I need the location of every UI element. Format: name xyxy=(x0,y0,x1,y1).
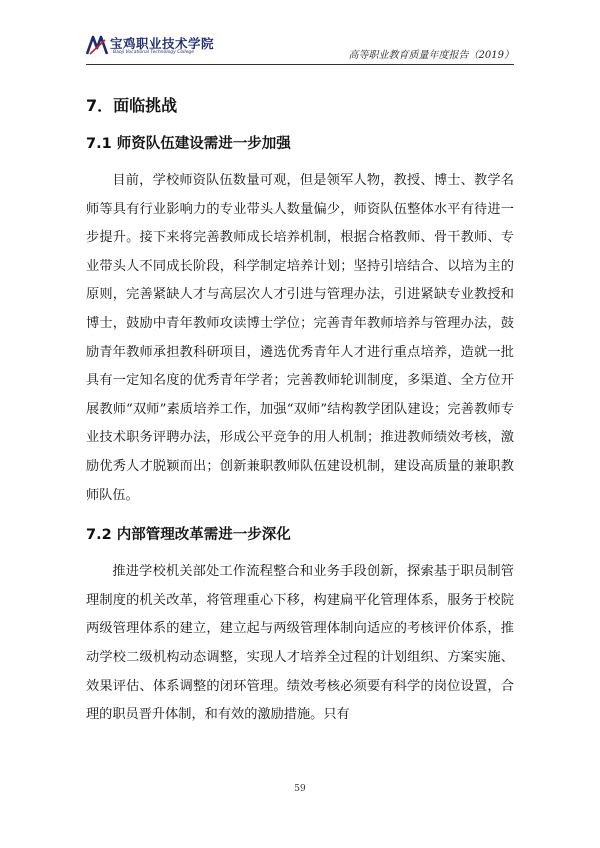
logo-college-name: 宝鸡职业技术学院 xyxy=(110,36,215,51)
logo-college-english: Baoji Vocational Technology College xyxy=(113,50,195,55)
college-logo xyxy=(86,32,236,62)
college-emblem-icon xyxy=(86,34,110,56)
page-header xyxy=(86,30,514,65)
report-title: 高等职业教育质量年度报告（2019） xyxy=(348,50,514,61)
page-number: 59 xyxy=(294,784,306,794)
subsection-heading-7-2: 7.2 内部管理改革需进一步深化 xyxy=(86,527,291,544)
page-content xyxy=(86,88,514,730)
section-heading: 7．面临挑战 xyxy=(86,96,178,115)
paragraph-7-1: 目前，学校师资队伍数量可观，但是领军人物，教授、博士、教学名师等具有行业影响力的专业带头人数量偏少，师资队伍整体水平有待进一步提升。接下来将完善教师成长培养机制，根据合格教师、骨干教师、专业带头人不同成长阶段，科学制定培养计划；坚持引培结合、以培为主的原则，完善紧缺人才与高层次人才引进与管理办法，引进紧缺专业教授和博士，鼓励中青年教师攻读博士学位；完善青年教师培养与管理办法，鼓励青年教师承担教科研项目，遴选优秀青年人才进行重点培养，造就一批具有一定知名度的优秀青年学者；完善教师轮训制度，多渠道、全方位开展教师“双师”素质培养工作，加强“双师”结构教学团队建设；完善教师专业技术职务评聘办法，形成公平竞争的用人机制；推进教师绩效考核，激励优秀人才脱颖而出；创新兼职教师队伍建设机制，建设高质量的兼职教师队伍。 xyxy=(86,173,514,503)
subsection-heading-7-1: 7.1 师资队伍建设需进一步加强 xyxy=(86,136,291,152)
paragraph-7-2: 推进学校机关部处工作流程整合和业务手段创新，探索基于职员制管理制度的机关改革，将管理重心下移，构建扁平化管理体系，服务于校院两级管理体系的建立，建立起与两级管理体制向适应的考核评价体系，推动学校二级机构动态调整，实现人才培养全过程的计划组织、方案实施、效果评估、体系调整的闭环管理。绩效考核必须要有科学的岗位设置，合理的职员晋升体制，和有效的激励措施。只有 xyxy=(86,564,514,723)
